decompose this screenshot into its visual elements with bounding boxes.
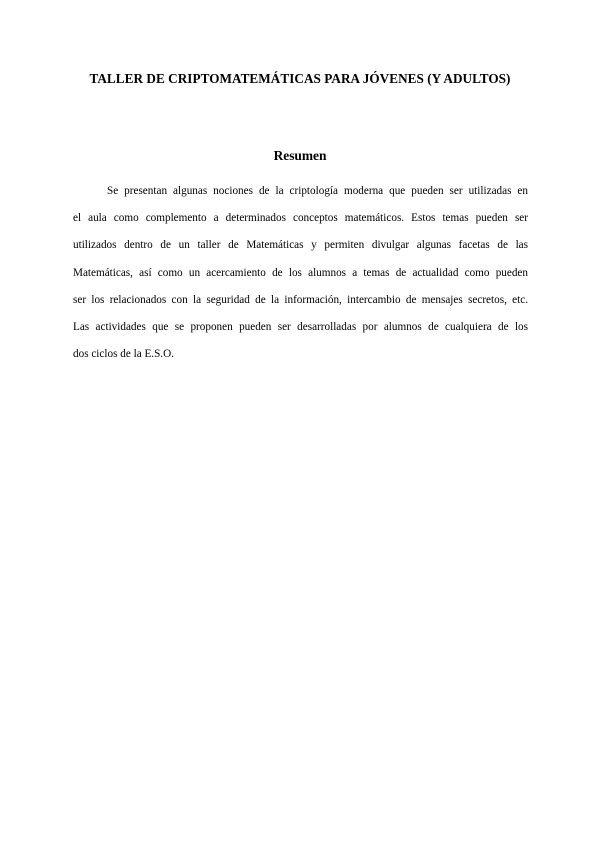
abstract-line: ser los relacionados con la seguridad de la información, intercambio de mensajes secretos, etc. — [73, 293, 528, 306]
abstract-line: Las actividades que se proponen pueden ser desarrolladas por alumnos de cualquiera de los — [73, 320, 528, 333]
abstract-line: dos ciclos de la E.S.O. — [73, 348, 174, 361]
abstract-line: el aula como complemento a determinados conceptos matemáticos. Estos temas pueden ser — [73, 212, 528, 225]
abstract-heading: Resumen — [273, 148, 327, 163]
abstract-line: utilizados dentro de un taller de Matemáticas y permiten divulgar algunas facetas de las — [73, 239, 528, 252]
document-title: TALLER DE CRIPTOMATEMÁTICAS PARA JÓVENES (Y ADULTOS) — [89, 71, 511, 86]
abstract-line: Se presentan algunas nociones de la criptología moderna que pueden ser utilizadas en — [107, 185, 528, 197]
abstract-line: Matemáticas, así como un acercamiento de los alumnos a temas de actualidad como pueden — [73, 266, 528, 279]
abstract-paragraph — [73, 178, 528, 368]
